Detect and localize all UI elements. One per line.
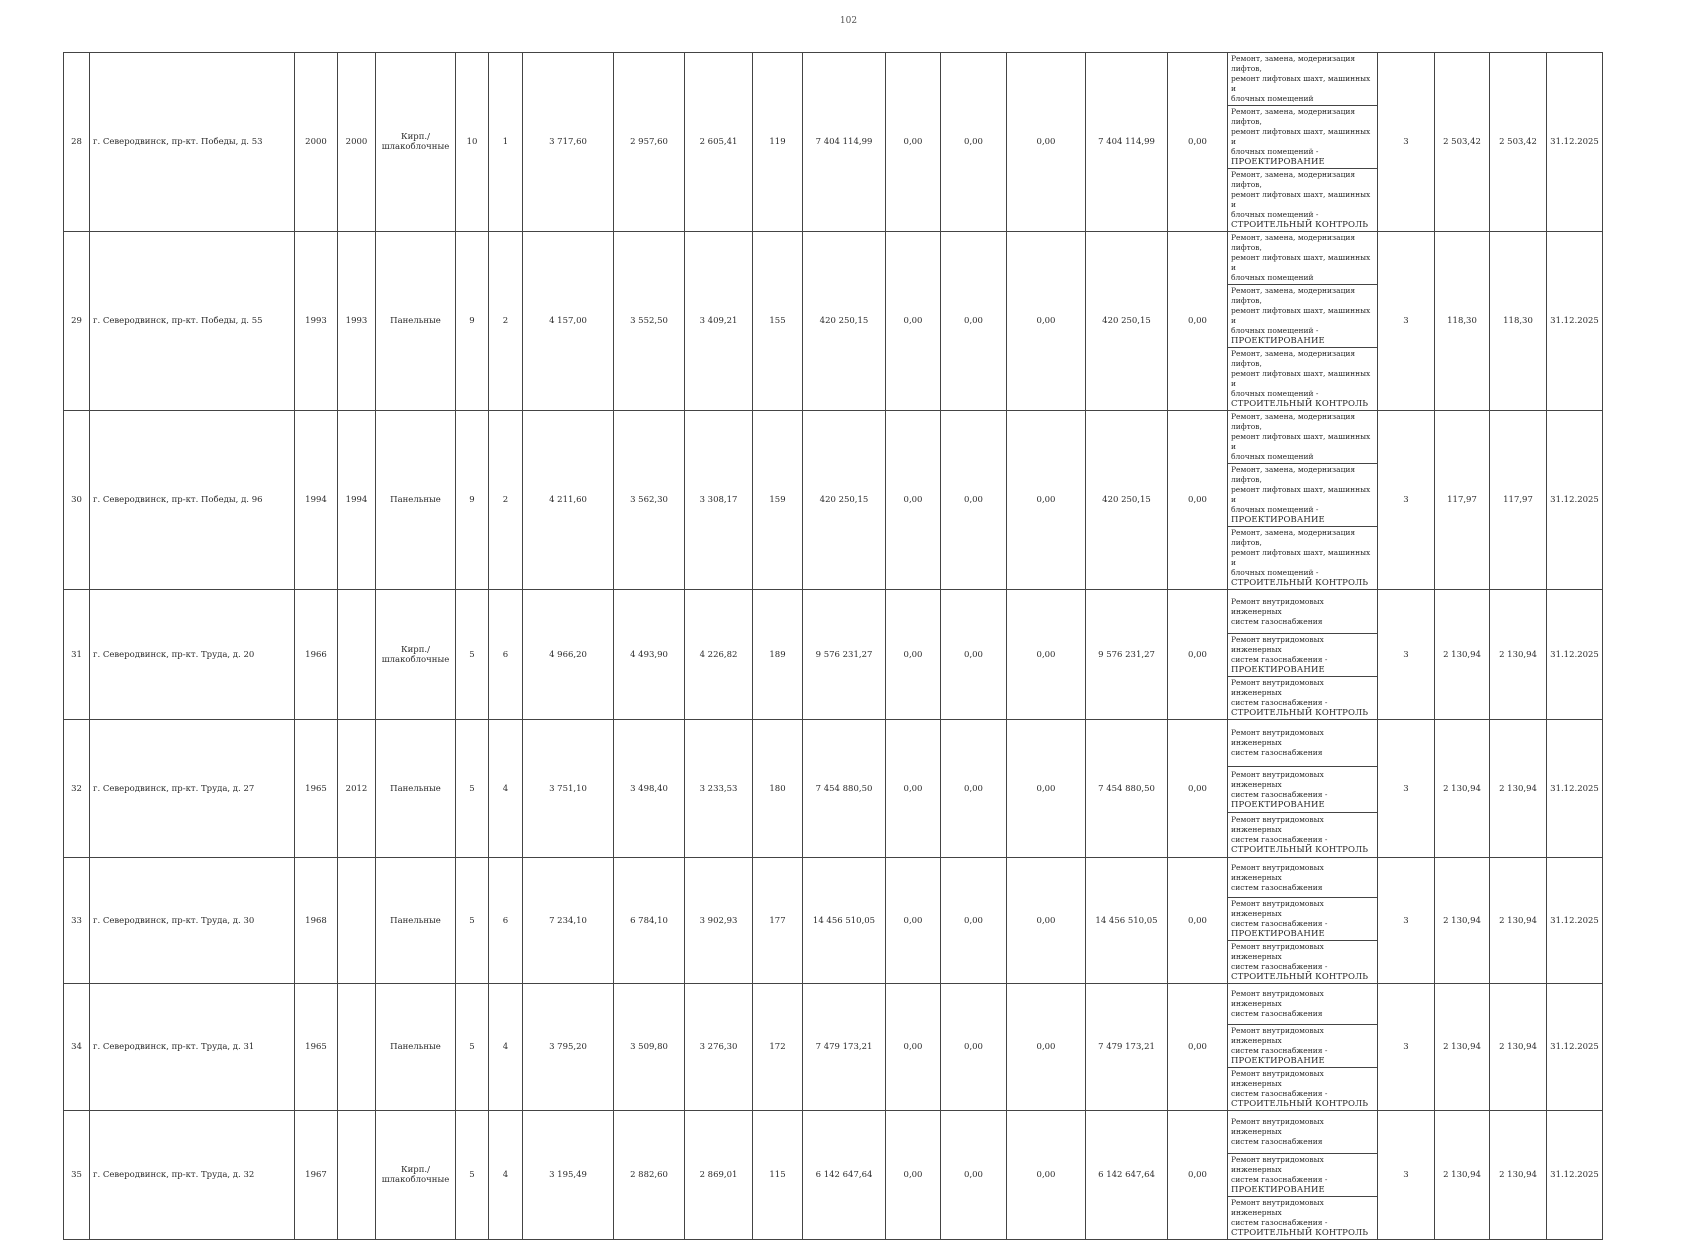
work-description-line: систем газоснабжения [1231, 1009, 1323, 1018]
work-stage-label: ПРОЕКТИРОВАНИЕ [1231, 929, 1325, 939]
work-description-line: блочных помещений - [1231, 389, 1319, 398]
floors-cell: 5 [456, 590, 489, 720]
fund-other-cell: 0,00 [1168, 53, 1228, 232]
unit-cost-limit-cell: 2 503,42 [1490, 53, 1547, 232]
table-row [64, 984, 1603, 1025]
residential-area-cell: 3 902,93 [685, 858, 753, 984]
work-type-cell [1228, 813, 1378, 858]
living-area-cell: 3 552,50 [614, 232, 685, 411]
work-stage-label: СТРОИТЕЛЬНЫЙ КОНТРОЛЬ [1231, 708, 1369, 718]
unit-cost-limit-cell: 118,30 [1490, 232, 1547, 411]
work-description-line: систем газоснабжения [1231, 748, 1323, 757]
work-description-line: ремонт лифтовых шахт, машинных и [1231, 253, 1371, 272]
fund-owners-cell: 9 576 231,27 [1086, 590, 1168, 720]
residential-area-cell: 2 605,41 [685, 53, 753, 232]
total-area-cell: 3 795,20 [523, 984, 614, 1111]
work-stage-label: ПРОЕКТИРОВАНИЕ [1231, 665, 1325, 675]
cost-total-cell: 7 454 880,50 [803, 720, 886, 858]
address-cell: г. Северодвинск, пр-кт. Победы, д. 53 [90, 53, 295, 232]
year-renovated-cell [338, 590, 376, 720]
year-built-cell: 1967 [295, 1111, 338, 1240]
work-description-line: Ремонт внутридомовых инженерных [1231, 862, 1324, 882]
count-cell: 3 [1378, 720, 1435, 858]
work-description-line: Ремонт внутридомовых инженерных [1231, 635, 1324, 654]
living-area-cell: 3 562,30 [614, 411, 685, 590]
work-description-line: Ремонт внутридомовых инженерных [1231, 769, 1324, 789]
floors-cell: 9 [456, 232, 489, 411]
residential-area-cell: 3 276,30 [685, 984, 753, 1111]
fund-federal-cell: 0,00 [886, 232, 941, 411]
year-built-cell: 1965 [295, 984, 338, 1111]
work-description-line: систем газоснабжения - [1231, 789, 1328, 799]
deadline-cell: 31.12.2025 [1547, 1111, 1603, 1240]
living-area-cell: 2 882,60 [614, 1111, 685, 1240]
row-number: 34 [64, 984, 90, 1111]
address-cell: г. Северодвинск, пр-кт. Труда, д. 30 [90, 858, 295, 984]
work-description-line: Ремонт внутридомовых инженерных [1231, 1026, 1324, 1045]
fund-regional-cell: 0,00 [941, 53, 1007, 232]
work-type-cell [1228, 1068, 1378, 1111]
unit-cost-cell: 2 130,94 [1435, 984, 1490, 1111]
work-type-cell [1228, 53, 1378, 106]
unit-cost-limit-cell: 117,97 [1490, 411, 1547, 590]
fund-other-cell: 0,00 [1168, 232, 1228, 411]
table-row [64, 411, 1603, 464]
work-description-line: Ремонт внутридомовых инженерных [1231, 1117, 1324, 1136]
fund-other-cell: 0,00 [1168, 1111, 1228, 1240]
work-description-line: блочных помещений - [1231, 568, 1319, 577]
fund-owners-cell: 420 250,15 [1086, 232, 1168, 411]
residential-area-cell: 3 308,17 [685, 411, 753, 590]
entrances-cell: 6 [489, 590, 523, 720]
cost-total-cell: 420 250,15 [803, 411, 886, 590]
fund-owners-cell: 14 456 510,05 [1086, 858, 1168, 984]
work-stage-label: ПРОЕКТИРОВАНИЕ [1231, 1185, 1325, 1195]
work-description-line: систем газоснабжения - [1231, 1218, 1328, 1227]
wall-material-cell: Кирп./ шлакоблочные [376, 590, 456, 720]
wall-material-cell: Панельные [376, 720, 456, 858]
fund-federal-cell: 0,00 [886, 411, 941, 590]
residents-cell: 155 [753, 232, 803, 411]
fund-local-cell: 0,00 [1007, 53, 1086, 232]
work-type-cell [1228, 677, 1378, 720]
work-description-line: Ремонт внутридомовых инженерных [1231, 989, 1324, 1008]
work-description-line: систем газоснабжения - [1231, 962, 1328, 971]
living-area-cell: 3 498,40 [614, 720, 685, 858]
work-stage-label: СТРОИТЕЛЬНЫЙ КОНТРОЛЬ [1231, 399, 1369, 409]
work-type-cell [1228, 411, 1378, 464]
work-description-line: систем газоснабжения - [1231, 1175, 1328, 1184]
fund-federal-cell: 0,00 [886, 858, 941, 984]
total-area-cell: 4 157,00 [523, 232, 614, 411]
work-description-line: ремонт лифтовых шахт, машинных и [1231, 190, 1371, 209]
work-stage-label: ПРОЕКТИРОВАНИЕ [1231, 799, 1325, 810]
year-renovated-cell: 1994 [338, 411, 376, 590]
year-renovated-cell [338, 984, 376, 1111]
year-renovated-cell: 2012 [338, 720, 376, 858]
work-description-line: блочных помещений [1231, 94, 1314, 103]
work-stage-label: СТРОИТЕЛЬНЫЙ КОНТРОЛЬ [1231, 578, 1369, 588]
work-stage-label: СТРОИТЕЛЬНЫЙ КОНТРОЛЬ [1231, 1228, 1369, 1238]
unit-cost-cell: 2 130,94 [1435, 858, 1490, 984]
fund-owners-cell: 420 250,15 [1086, 411, 1168, 590]
residents-cell: 159 [753, 411, 803, 590]
entrances-cell: 6 [489, 858, 523, 984]
count-cell: 3 [1378, 411, 1435, 590]
work-type-cell [1228, 169, 1378, 232]
work-description-line: систем газоснабжения [1231, 1137, 1323, 1146]
work-type-cell [1228, 590, 1378, 634]
work-description-line: Ремонт, замена, модернизация лифтов, [1231, 349, 1356, 368]
address-cell: г. Северодвинск, пр-кт. Труда, д. 27 [90, 720, 295, 858]
residential-area-cell: 4 226,82 [685, 590, 753, 720]
fund-owners-cell: 7 479 173,21 [1086, 984, 1168, 1111]
work-type-cell [1228, 1111, 1378, 1154]
table-row [64, 53, 1603, 106]
cost-total-cell: 9 576 231,27 [803, 590, 886, 720]
work-description-line: блочных помещений - [1231, 147, 1319, 156]
total-area-cell: 4 966,20 [523, 590, 614, 720]
year-renovated-cell: 2000 [338, 53, 376, 232]
count-cell: 3 [1378, 232, 1435, 411]
year-built-cell: 1968 [295, 858, 338, 984]
total-area-cell: 3 717,60 [523, 53, 614, 232]
address-cell: г. Северодвинск, пр-кт. Труда, д. 20 [90, 590, 295, 720]
work-description-line: ремонт лифтовых шахт, машинных и [1231, 485, 1371, 504]
row-number: 28 [64, 53, 90, 232]
work-type-cell [1228, 232, 1378, 285]
work-type-cell [1228, 941, 1378, 984]
fund-local-cell: 0,00 [1007, 590, 1086, 720]
work-description-line: ремонт лифтовых шахт, машинных и [1231, 432, 1371, 451]
table-row [64, 858, 1603, 898]
work-description-line: Ремонт, замена, модернизация лифтов, [1231, 233, 1356, 252]
unit-cost-cell: 2 130,94 [1435, 590, 1490, 720]
entrances-cell: 2 [489, 232, 523, 411]
deadline-cell: 31.12.2025 [1547, 411, 1603, 590]
row-number: 30 [64, 411, 90, 590]
floors-cell: 9 [456, 411, 489, 590]
living-area-cell: 3 509,80 [614, 984, 685, 1111]
work-description-line: Ремонт внутридомовых инженерных [1231, 942, 1324, 961]
residents-cell: 189 [753, 590, 803, 720]
count-cell: 3 [1378, 53, 1435, 232]
residential-area-cell: 2 869,01 [685, 1111, 753, 1240]
work-description-line: ремонт лифтовых шахт, машинных и [1231, 548, 1371, 567]
work-type-cell [1228, 720, 1378, 767]
fund-local-cell: 0,00 [1007, 232, 1086, 411]
entrances-cell: 1 [489, 53, 523, 232]
count-cell: 3 [1378, 590, 1435, 720]
deadline-cell: 31.12.2025 [1547, 232, 1603, 411]
year-renovated-cell [338, 858, 376, 984]
work-type-cell [1228, 984, 1378, 1025]
work-type-cell [1228, 464, 1378, 527]
table-row [64, 1111, 1603, 1154]
unit-cost-limit-cell: 2 130,94 [1490, 984, 1547, 1111]
floors-cell: 5 [456, 858, 489, 984]
work-description-line: Ремонт внутридомовых инженерных [1231, 1198, 1324, 1217]
living-area-cell: 6 784,10 [614, 858, 685, 984]
row-number: 31 [64, 590, 90, 720]
work-description-line: систем газоснабжения - [1231, 1089, 1328, 1098]
fund-regional-cell: 0,00 [941, 984, 1007, 1111]
wall-material-cell: Кирп./ шлакоблочные [376, 53, 456, 232]
wall-material-cell: Панельные [376, 232, 456, 411]
work-type-cell [1228, 898, 1378, 941]
work-type-cell [1228, 1025, 1378, 1068]
work-description-line: ремонт лифтовых шахт, машинных и [1231, 74, 1371, 93]
fund-regional-cell: 0,00 [941, 1111, 1007, 1240]
work-description-line: блочных помещений - [1231, 210, 1319, 219]
fund-other-cell: 0,00 [1168, 720, 1228, 858]
deadline-cell: 31.12.2025 [1547, 984, 1603, 1111]
work-description-line: блочных помещений - [1231, 326, 1319, 335]
fund-regional-cell: 0,00 [941, 411, 1007, 590]
fund-other-cell: 0,00 [1168, 984, 1228, 1111]
unit-cost-limit-cell: 2 130,94 [1490, 720, 1547, 858]
deadline-cell: 31.12.2025 [1547, 590, 1603, 720]
work-description-line: Ремонт, замена, модернизация лифтов, [1231, 465, 1356, 484]
work-description-line: ремонт лифтовых шахт, машинных и [1231, 306, 1371, 325]
work-type-cell [1228, 858, 1378, 898]
work-description-line: систем газоснабжения - [1231, 835, 1328, 844]
work-description-line: систем газоснабжения - [1231, 698, 1328, 707]
table-body [64, 53, 1603, 1240]
address-cell: г. Северодвинск, пр-кт. Победы, д. 96 [90, 411, 295, 590]
total-area-cell: 7 234,10 [523, 858, 614, 984]
unit-cost-cell: 2 130,94 [1435, 1111, 1490, 1240]
fund-local-cell: 0,00 [1007, 984, 1086, 1111]
count-cell: 3 [1378, 984, 1435, 1111]
work-description-line: блочных помещений [1231, 452, 1314, 461]
entrances-cell: 4 [489, 984, 523, 1111]
work-description-line: Ремонт внутридомовых инженерных [1231, 1155, 1324, 1174]
page-number: 102 [839, 16, 858, 26]
work-type-cell [1228, 106, 1378, 169]
work-description-line: Ремонт, замена, модернизация лифтов, [1231, 286, 1356, 305]
fund-regional-cell: 0,00 [941, 590, 1007, 720]
fund-regional-cell: 0,00 [941, 858, 1007, 984]
year-built-cell: 1993 [295, 232, 338, 411]
floors-cell: 10 [456, 53, 489, 232]
table-row [64, 590, 1603, 634]
wall-material-cell: Панельные [376, 411, 456, 590]
work-description-line: Ремонт, замена, модернизация лифтов, [1231, 107, 1356, 126]
fund-owners-cell: 6 142 647,64 [1086, 1111, 1168, 1240]
cost-total-cell: 7 479 173,21 [803, 984, 886, 1111]
fund-regional-cell: 0,00 [941, 720, 1007, 858]
unit-cost-limit-cell: 2 130,94 [1490, 1111, 1547, 1240]
residents-cell: 177 [753, 858, 803, 984]
work-stage-label: СТРОИТЕЛЬНЫЙ КОНТРОЛЬ [1231, 845, 1369, 855]
table-row [64, 720, 1603, 767]
year-built-cell: 1966 [295, 590, 338, 720]
work-description-line: Ремонт внутридомовых инженерных [1231, 728, 1324, 747]
cost-total-cell: 420 250,15 [803, 232, 886, 411]
work-description-line: Ремонт внутридомовых инженерных [1231, 899, 1324, 918]
work-stage-label: СТРОИТЕЛЬНЫЙ КОНТРОЛЬ [1231, 972, 1369, 982]
table-row [64, 232, 1603, 285]
year-renovated-cell: 1993 [338, 232, 376, 411]
year-built-cell: 1965 [295, 720, 338, 858]
floors-cell: 5 [456, 720, 489, 858]
floors-cell: 5 [456, 1111, 489, 1240]
fund-federal-cell: 0,00 [886, 984, 941, 1111]
residential-area-cell: 3 409,21 [685, 232, 753, 411]
total-area-cell: 3 195,49 [523, 1111, 614, 1240]
fund-owners-cell: 7 404 114,99 [1086, 53, 1168, 232]
work-description-line: Ремонт внутридомовых инженерных [1231, 815, 1324, 834]
year-renovated-cell [338, 1111, 376, 1240]
entrances-cell: 4 [489, 720, 523, 858]
deadline-cell: 31.12.2025 [1547, 53, 1603, 232]
residential-area-cell: 3 233,53 [685, 720, 753, 858]
work-description-line: Ремонт внутридомовых инженерных [1231, 1069, 1324, 1088]
work-description-line: Ремонт, замена, модернизация лифтов, [1231, 528, 1356, 547]
work-stage-label: ПРОЕКТИРОВАНИЕ [1231, 515, 1325, 525]
entrances-cell: 2 [489, 411, 523, 590]
fund-federal-cell: 0,00 [886, 1111, 941, 1240]
unit-cost-cell: 2 503,42 [1435, 53, 1490, 232]
work-description-line: ремонт лифтовых шахт, машинных и [1231, 369, 1371, 388]
work-description-line: блочных помещений [1231, 273, 1314, 282]
fund-other-cell: 0,00 [1168, 590, 1228, 720]
fund-other-cell: 0,00 [1168, 411, 1228, 590]
work-description-line: Ремонт внутридомовых инженерных [1231, 678, 1324, 697]
work-description-line: систем газоснабжения - [1231, 1046, 1328, 1055]
address-cell: г. Северодвинск, пр-кт. Труда, д. 31 [90, 984, 295, 1111]
unit-cost-cell: 2 130,94 [1435, 720, 1490, 858]
deadline-cell: 31.12.2025 [1547, 720, 1603, 858]
row-number: 33 [64, 858, 90, 984]
work-stage-label: СТРОИТЕЛЬНЫЙ КОНТРОЛЬ [1231, 220, 1369, 230]
work-description-line: ремонт лифтовых шахт, машинных и [1231, 127, 1371, 146]
row-number: 32 [64, 720, 90, 858]
entrances-cell: 4 [489, 1111, 523, 1240]
fund-local-cell: 0,00 [1007, 411, 1086, 590]
work-stage-label: ПРОЕКТИРОВАНИЕ [1231, 336, 1325, 346]
living-area-cell: 4 493,90 [614, 590, 685, 720]
deadline-cell: 31.12.2025 [1547, 858, 1603, 984]
work-type-cell [1228, 527, 1378, 590]
work-type-cell [1228, 634, 1378, 677]
work-description-line: систем газоснабжения - [1231, 919, 1328, 928]
residents-cell: 172 [753, 984, 803, 1111]
floors-cell: 5 [456, 984, 489, 1111]
wall-material-cell: Панельные [376, 984, 456, 1111]
living-area-cell: 2 957,60 [614, 53, 685, 232]
wall-material-cell: Кирп./ шлакоблочные [376, 1111, 456, 1240]
work-type-cell [1228, 285, 1378, 348]
fund-local-cell: 0,00 [1007, 720, 1086, 858]
work-stage-label: ПРОЕКТИРОВАНИЕ [1231, 157, 1325, 167]
fund-federal-cell: 0,00 [886, 590, 941, 720]
work-description-line: блочных помещений - [1231, 505, 1319, 514]
work-description-line: Ремонт внутридомовых инженерных [1231, 596, 1324, 616]
work-description-line: систем газоснабжения - [1231, 655, 1328, 664]
unit-cost-limit-cell: 2 130,94 [1490, 858, 1547, 984]
work-description-line: Ремонт, замена, модернизация лифтов, [1231, 170, 1356, 189]
address-cell: г. Северодвинск, пр-кт. Победы, д. 55 [90, 232, 295, 411]
fund-regional-cell: 0,00 [941, 232, 1007, 411]
count-cell: 3 [1378, 858, 1435, 984]
work-type-cell [1228, 767, 1378, 813]
total-area-cell: 3 751,10 [523, 720, 614, 858]
fund-owners-cell: 7 454 880,50 [1086, 720, 1168, 858]
fund-federal-cell: 0,00 [886, 720, 941, 858]
row-number: 35 [64, 1111, 90, 1240]
work-description-line: систем газоснабжения [1231, 882, 1323, 892]
address-cell: г. Северодвинск, пр-кт. Труда, д. 32 [90, 1111, 295, 1240]
work-description-line: Ремонт, замена, модернизация лифтов, [1231, 54, 1356, 73]
work-stage-label: ПРОЕКТИРОВАНИЕ [1231, 1056, 1325, 1066]
residents-cell: 115 [753, 1111, 803, 1240]
unit-cost-limit-cell: 2 130,94 [1490, 590, 1547, 720]
fund-local-cell: 0,00 [1007, 858, 1086, 984]
residents-cell: 119 [753, 53, 803, 232]
cost-total-cell: 6 142 647,64 [803, 1111, 886, 1240]
work-type-cell [1228, 348, 1378, 411]
fund-other-cell: 0,00 [1168, 858, 1228, 984]
unit-cost-cell: 118,30 [1435, 232, 1490, 411]
work-description-line: Ремонт, замена, модернизация лифтов, [1231, 412, 1356, 431]
total-area-cell: 4 211,60 [523, 411, 614, 590]
work-type-cell [1228, 1197, 1378, 1240]
repair-program-table [63, 52, 1603, 1240]
year-built-cell: 2000 [295, 53, 338, 232]
residents-cell: 180 [753, 720, 803, 858]
work-description-line: систем газоснабжения [1231, 616, 1323, 626]
wall-material-cell: Панельные [376, 858, 456, 984]
work-stage-label: СТРОИТЕЛЬНЫЙ КОНТРОЛЬ [1231, 1099, 1369, 1109]
row-number: 29 [64, 232, 90, 411]
year-built-cell: 1994 [295, 411, 338, 590]
fund-federal-cell: 0,00 [886, 53, 941, 232]
cost-total-cell: 7 404 114,99 [803, 53, 886, 232]
work-type-cell [1228, 1154, 1378, 1197]
fund-local-cell: 0,00 [1007, 1111, 1086, 1240]
unit-cost-cell: 117,97 [1435, 411, 1490, 590]
cost-total-cell: 14 456 510,05 [803, 858, 886, 984]
count-cell: 3 [1378, 1111, 1435, 1240]
